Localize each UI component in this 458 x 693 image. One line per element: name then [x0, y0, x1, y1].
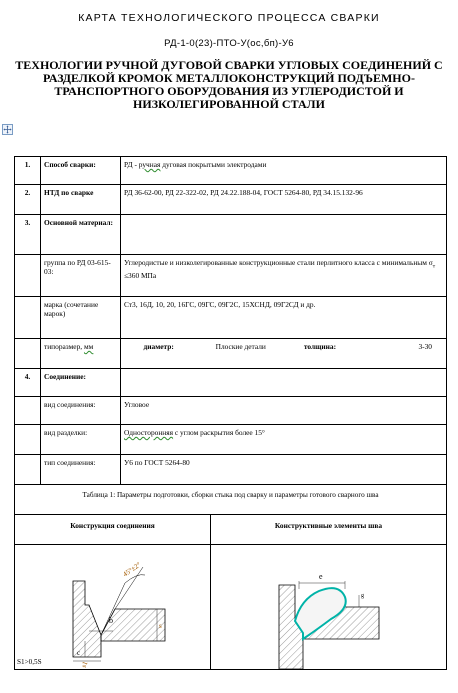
document-title: ТЕХНОЛОГИИ РУЧНОЙ ДУГОВОЙ СВАРКИ УГЛОВЫХ СОЕДИНЕНИЙ С РАЗДЕЛКОЙ КРОМОК МЕТАЛЛОКОНСТРУКЦИЙ ПОДЪЕМНО-ТРАНСПОРТНОГО ОБОРУДОВАНИЯ ИЗ УГЛЕРОДИСТОЙ И НИЗКОЛЕГИРОВАННОЙ СТАЛИ — [15, 58, 443, 111]
row-value: Односторонняя с углом раскрытия более 15° — [121, 425, 447, 455]
diameter-label: диаметр: — [143, 342, 174, 351]
table-row — [15, 215, 447, 255]
s1-condition-note: S1>0,5S — [17, 658, 42, 666]
row-label: вид разделки: — [41, 425, 121, 455]
table-row — [15, 297, 447, 339]
row-value: Углеродистые и низколегированные конструкционные стали перлитного класса с минимальным $\sigma_т \le 360$ МПа — [121, 255, 447, 297]
card-title: КАРТА ТЕХНОЛОГИЧЕСКОГО ПРОЦЕССА СВАРКИ — [78, 12, 380, 24]
table-row — [15, 545, 447, 670]
welding-process-table — [14, 156, 447, 670]
row-number: 2. — [15, 185, 41, 215]
row-value: У6 по ГОСТ 5264-80 — [121, 455, 447, 485]
thickness-dimension-label: s — [159, 622, 162, 630]
row-label: Способ сварки: — [41, 157, 121, 185]
row-number: 3. — [15, 215, 41, 255]
table-row — [15, 425, 447, 455]
row-value: РД 36-62-00, РД 22-322-02, РД 24.22.188-04, ГОСТ 5264-80, РД 34.15.132-96 — [121, 185, 447, 215]
row-label: типоразмер, мм — [41, 339, 121, 369]
table-row — [15, 455, 447, 485]
row-label: Основной материал: — [41, 215, 121, 255]
root-face-label: c — [77, 649, 81, 657]
table-move-handle-icon[interactable] — [2, 124, 13, 135]
table-row — [15, 397, 447, 425]
reinforcement-label: g — [361, 593, 364, 599]
row-label: группа по РД 03-615-03: — [41, 255, 121, 297]
row-label: вид соединения: — [41, 397, 121, 425]
row-value: Ст3, 16Д, 10, 20, 16ГС, 09ГС, 09Г2С, 15ХСНД, 09Г2СД и др. — [121, 297, 447, 339]
table-row — [15, 185, 447, 215]
row-value: РД - ручная дуговая покрытыми электродами — [121, 157, 447, 185]
joint-design-svg — [15, 545, 221, 669]
row-value — [121, 369, 447, 397]
thickness-label: толщина: — [303, 342, 337, 351]
row-number: 1. — [15, 157, 41, 185]
table-row — [15, 515, 447, 545]
weld-elements-svg — [211, 545, 437, 669]
gap-dimension-label: b — [109, 616, 113, 625]
card-code: РД-1-0(23)-ПТО-У(ос,бп)-У6 — [164, 38, 294, 49]
weld-width-label: e — [319, 572, 323, 581]
row-value — [121, 215, 447, 255]
table-row — [15, 485, 447, 515]
table-row — [15, 339, 447, 369]
table1-caption: Таблица 1: Параметры подготовки, сборки стыка под сварку и параметры готового сварного шва — [15, 485, 447, 515]
joint-design-header: Конструкция соединения — [15, 515, 211, 545]
row-label: марка (сочетание марок) — [41, 297, 121, 339]
row-label: НТД по сварке — [41, 185, 121, 215]
row-label: тип соединения: — [41, 455, 121, 485]
row-value — [121, 339, 447, 369]
joint-design-drawing — [15, 545, 211, 670]
row-number: 4. — [15, 369, 41, 397]
row-value: Угловое — [121, 397, 447, 425]
table-row — [15, 369, 447, 397]
table-row — [15, 255, 447, 297]
s1-dimension-label: s1 — [79, 660, 90, 669]
angle-dimension-label: 45°±2° — [121, 560, 143, 579]
weld-elements-drawing — [211, 545, 447, 670]
table-row — [15, 157, 447, 185]
thickness-value: 3-30 — [418, 342, 432, 351]
diameter-value: Плоские детали — [215, 342, 266, 351]
weld-elements-header: Конструктивные элементы шва — [211, 515, 447, 545]
row-label: Соединение: — [41, 369, 121, 397]
